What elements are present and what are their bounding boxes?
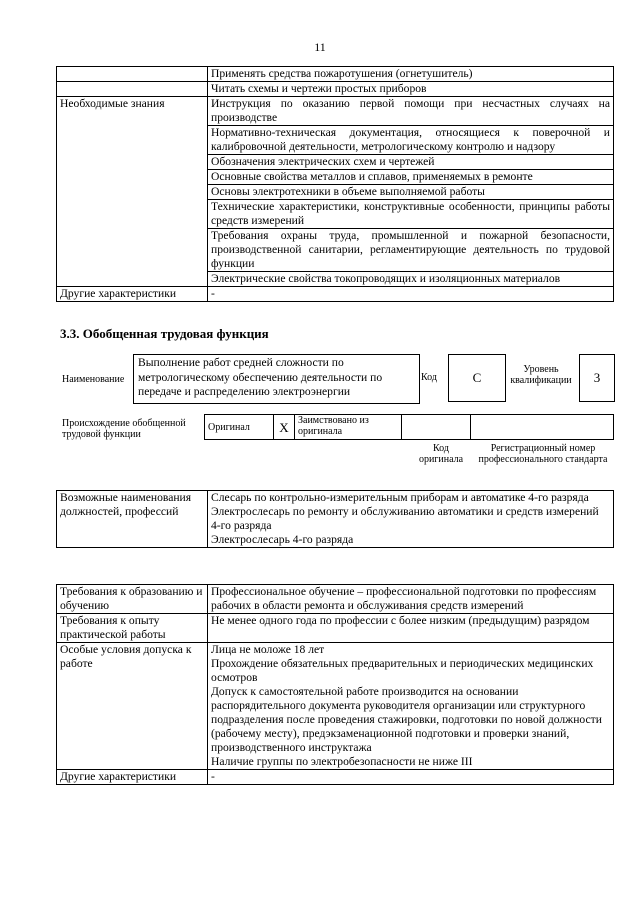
original-mark: X [274,415,295,440]
code-original-cell [402,415,471,440]
list-item: Электрослесарь 4-го разряда [211,533,354,546]
knowledge-table [56,66,614,302]
list-item: Требования охраны труда, промышленной и пожарной безопасности, производственной санитарии, регламентирующие деятельность по трудовой функции [208,229,614,272]
row-label [57,67,208,82]
level-label: Уровень квалификации [510,364,572,386]
list-item: Слесарь по контрольно-измерительным приборам и автоматике 4-го разряда [211,491,589,504]
origin-table [204,414,614,440]
code-original-caption: Код оригинала [418,443,464,465]
code-label: Код [421,372,437,383]
list-item: - [208,287,614,302]
list-item: Технические характеристики, конструктивные особенности, принципы работы средств измерений [208,200,614,229]
list-item: Электрослесарь по ремонту и обслуживанию автоматики и средств измерений 4-го разряда [211,505,599,532]
list-item: Основные свойства металлов и сплавов, применяемых в ремонте [208,170,614,185]
naim-value: Выполнение работ средней сложности по метрологическому обеспечению деятельности по передаче и распределению электроэнергии [133,354,420,404]
list-item: Допуск к самостоятельной работе производится на основании распорядительного документа руководителя организации или структурного подразделения после проведения стажировки, подготовки по новой должности (рабочему месту), предэкзаменационной подготовки и проверки знаний, производственного инструктажа [211,685,602,754]
list-item: Обозначения электрических схем и чертежей [208,155,614,170]
page-number: 11 [314,40,326,54]
list-item: Нормативно-техническая документация, относящиеся к поверочной и калибровочной деятельности, метрологическому контролю и надзору [208,126,614,155]
list-item: Наличие группы по электробезопасности не ниже III [211,755,473,768]
naim-label: Наименование [62,374,125,385]
row-label: Необходимые знания [57,97,208,287]
row-label: Особые условия допуска к работе [57,643,208,770]
list-item: Электрические свойства токопроводящих и изоляционных материалов [208,272,614,287]
code-value: C [448,354,506,402]
borrowed-cell: Заимствовано из оригинала [295,415,402,440]
list-item: Лица не моложе 18 лет [211,643,325,656]
row-label: Другие характеристики [57,287,208,302]
list-item: Инструкция по оказанию первой помощи при несчастных случаях на производстве [208,97,614,126]
list-item: Основы электротехники в объеме выполняемой работы [208,185,614,200]
reg-number-cell [471,415,614,440]
list-item: Не менее одного года по профессии с более низким (предыдущим) разрядом [208,614,614,643]
section-title: 3.3. Обобщенная трудовая функция [60,326,269,341]
row-label: Требования к опыту практической работы [57,614,208,643]
list-item: - [208,770,614,785]
row-label: Возможные наименования должностей, профессий [57,491,208,548]
list-item: Профессиональное обучение – профессиональной подготовки по профессиям рабочих в области ремонта и обслуживания средств измерений [208,585,614,614]
row-label: Требования к образованию и обучению [57,585,208,614]
reg-number-caption: Регистрационный номер профессионального стандарта [478,443,608,465]
positions-table [56,490,614,548]
list-item: Читать схемы и чертежи простых приборов [208,82,614,97]
row-label: Другие характеристики [57,770,208,785]
list-item: Прохождение обязательных предварительных и периодических медицинских осмотров [211,657,594,684]
list-item: Применять средства пожаротушения (огнетушитель) [208,67,614,82]
origin-label: Происхождение обобщенной трудовой функции [62,418,186,440]
requirements-table [56,584,614,785]
level-value: 3 [579,354,615,402]
original-cell: Оригинал [205,415,274,440]
